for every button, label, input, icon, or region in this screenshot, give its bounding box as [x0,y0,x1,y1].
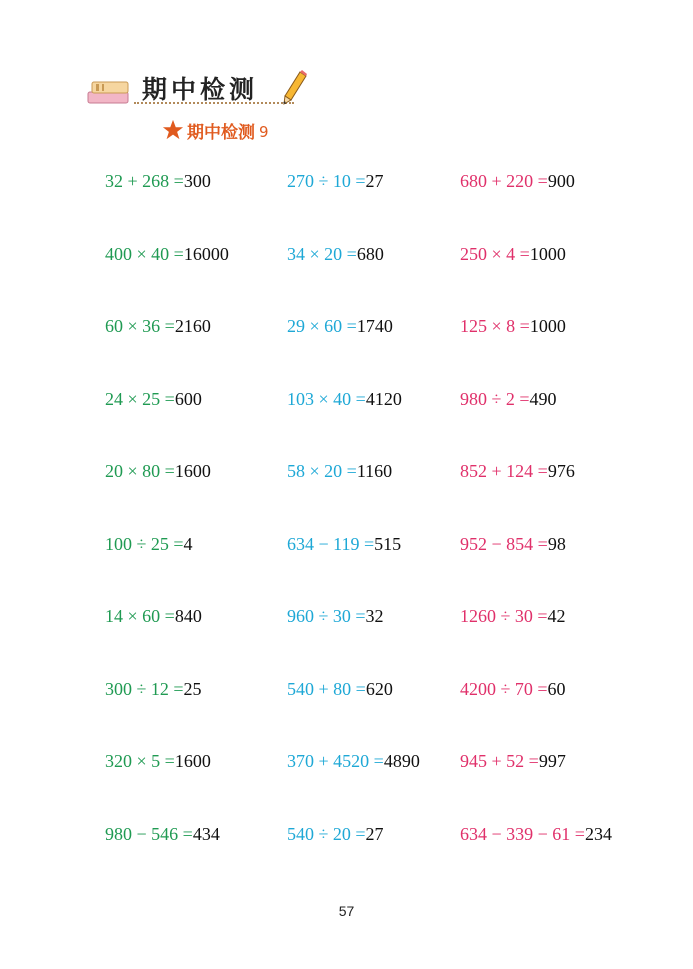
problem-item [460,750,566,772]
problem-answer: 25 [183,679,202,699]
problem-answer: 234 [584,824,612,844]
problem-expression: 4200 ÷ 70 = [460,679,548,699]
problem-expression: 400 × 40 = [105,244,184,264]
problem-item [287,315,393,337]
problem-expression: 945 + 52 = [460,751,539,771]
problem-item [105,605,202,627]
problem-answer: 840 [174,606,202,626]
problem-item [105,315,211,337]
problem-item [460,605,566,627]
problem-expression: 300 ÷ 12 = [105,679,184,699]
problem-item [287,460,392,482]
problem-expression: 250 × 4 = [460,244,530,264]
problem-expression: 680 + 220 = [460,171,548,191]
problem-item [105,750,211,772]
problem-answer: 1000 [529,244,566,264]
problem-item [287,533,401,555]
problem-item [287,750,420,772]
problem-expression: 634 − 339 − 61 = [460,824,585,844]
problem-expression: 58 × 20 = [287,461,357,481]
problem-item [460,388,557,410]
problem-expression: 34 × 20 = [287,244,357,264]
problem-answer: 4120 [365,389,402,409]
problem-expression: 32 + 268 = [105,171,184,191]
problem-item [460,823,612,845]
problem-item [287,243,384,265]
problem-item [105,678,202,700]
problem-answer: 1160 [356,461,393,481]
problem-item [287,388,402,410]
problem-answer: 300 [183,171,211,191]
problem-answer: 1600 [174,751,211,771]
problem-answer: 32 [365,606,384,626]
problem-answer: 680 [356,244,384,264]
problem-item [287,678,393,700]
page-title: 期中检测 [142,75,259,104]
problem-item [287,170,384,192]
problem-answer: 4890 [383,751,420,771]
problem-item [105,460,211,482]
problem-answer: 98 [547,534,566,554]
problem-expression: 634 − 119 = [287,534,375,554]
problem-expression: 852 + 124 = [460,461,548,481]
problem-expression: 270 ÷ 10 = [287,171,366,191]
problem-item [460,315,566,337]
problem-answer: 60 [547,679,566,699]
problem-expression: 125 × 8 = [460,316,530,336]
problem-expression: 14 × 60 = [105,606,175,626]
problem-answer: 16000 [183,244,229,264]
page-number: 57 [338,903,355,919]
problem-expression: 320 × 5 = [105,751,175,771]
problem-expression: 29 × 60 = [287,316,357,336]
subtitle-number: 9 [259,123,269,141]
subtitle-label: 期中检测 [187,122,255,143]
problem-expression: 24 × 25 = [105,389,175,409]
problem-expression: 980 ÷ 2 = [460,389,530,409]
problem-item [287,605,384,627]
problem-expression: 20 × 80 = [105,461,175,481]
problem-answer: 490 [529,389,557,409]
problem-answer: 976 [547,461,575,481]
problem-item [105,823,220,845]
problem-answer: 42 [547,606,566,626]
problem-answer: 4 [183,534,193,554]
problem-answer: 997 [538,751,566,771]
problem-expression: 1260 ÷ 30 = [460,606,548,626]
problem-expression: 540 ÷ 20 = [287,824,366,844]
problem-answer: 27 [365,171,384,191]
problem-item [105,243,229,265]
problem-expression: 952 − 854 = [460,534,548,554]
problem-item [105,388,202,410]
problem-item [287,823,384,845]
problem-item [105,533,193,555]
problem-item [460,170,575,192]
problem-answer: 1740 [356,316,393,336]
problem-expression: 980 − 546 = [105,824,193,844]
problem-answer: 434 [192,824,220,844]
problem-item [460,460,575,482]
problem-answer: 600 [174,389,202,409]
problem-answer: 1000 [529,316,566,336]
problem-answer: 2160 [174,316,211,336]
problem-answer: 620 [365,679,393,699]
problem-answer: 27 [365,824,384,844]
problem-answer: 515 [374,534,402,554]
problem-expression: 370 + 4520 = [287,751,384,771]
problem-answer: 1600 [174,461,211,481]
problem-item [460,533,566,555]
problem-answer: 900 [547,171,575,191]
problem-item [105,170,211,192]
problem-expression: 100 ÷ 25 = [105,534,184,554]
problem-item [460,678,566,700]
problem-expression: 540 + 80 = [287,679,366,699]
problem-item [460,243,566,265]
problem-expression: 103 × 40 = [287,389,366,409]
problem-expression: 960 ÷ 30 = [287,606,366,626]
problem-expression: 60 × 36 = [105,316,175,336]
